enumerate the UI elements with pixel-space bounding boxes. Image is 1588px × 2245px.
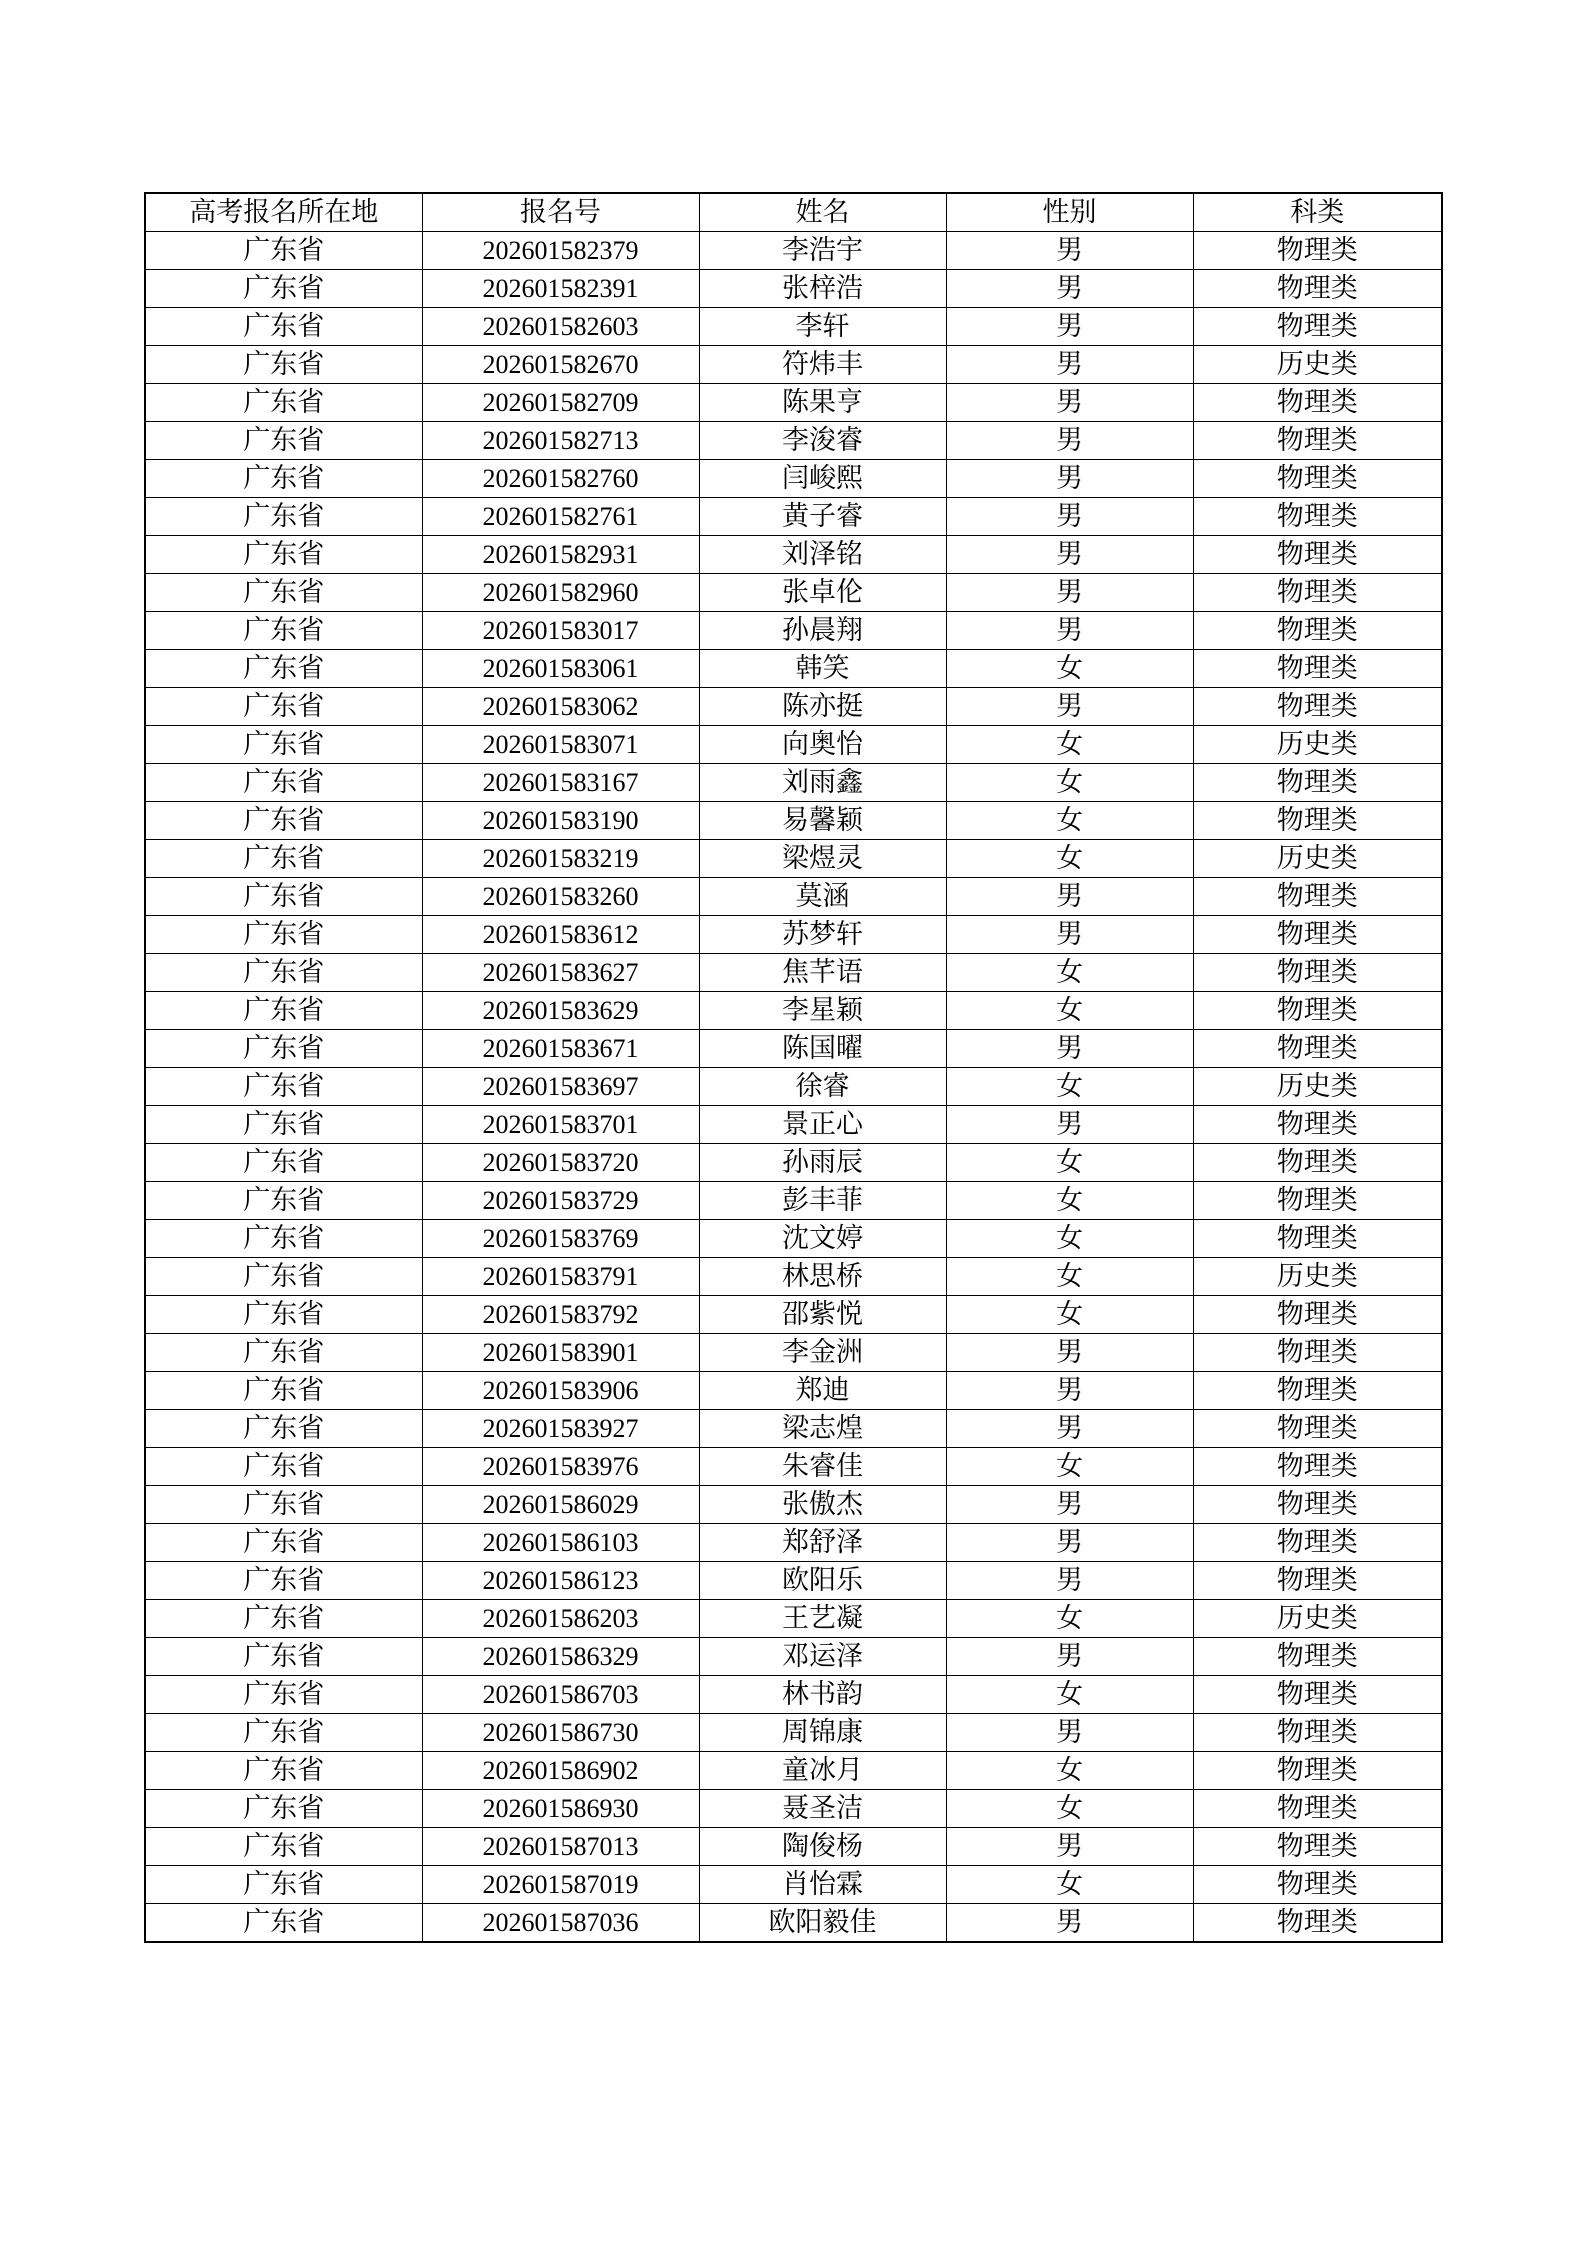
- cell-exam-location: 广东省: [145, 802, 422, 840]
- cell-registration-number: 202601586123: [422, 1562, 699, 1600]
- cell-registration-number: 202601586029: [422, 1486, 699, 1524]
- cell-gender: 女: [946, 802, 1193, 840]
- table-row: [145, 574, 1442, 612]
- table-row: [145, 498, 1442, 536]
- cell-name: 张傲杰: [699, 1486, 946, 1524]
- cell-name: 林书韵: [699, 1676, 946, 1714]
- cell-name: 张梓浩: [699, 270, 946, 308]
- cell-name: 孙晨翔: [699, 612, 946, 650]
- cell-registration-number: 202601583061: [422, 650, 699, 688]
- cell-name: 黄子睿: [699, 498, 946, 536]
- cell-exam-location: 广东省: [145, 1790, 422, 1828]
- cell-registration-number: 202601587036: [422, 1904, 699, 1943]
- table-row: [145, 1448, 1442, 1486]
- table-row: [145, 1524, 1442, 1562]
- cell-registration-number: 202601587019: [422, 1866, 699, 1904]
- cell-subject-category: 物理类: [1193, 1106, 1442, 1144]
- cell-subject-category: 物理类: [1193, 1030, 1442, 1068]
- cell-subject-category: 物理类: [1193, 498, 1442, 536]
- header-registration-number: 报名号: [422, 193, 699, 232]
- cell-exam-location: 广东省: [145, 1638, 422, 1676]
- cell-gender: 男: [946, 612, 1193, 650]
- table-body: [145, 232, 1442, 1943]
- cell-registration-number: 202601583976: [422, 1448, 699, 1486]
- cell-name: 李浚睿: [699, 422, 946, 460]
- cell-name: 刘雨鑫: [699, 764, 946, 802]
- cell-name: 张卓伦: [699, 574, 946, 612]
- table-row: [145, 346, 1442, 384]
- table-row: [145, 1106, 1442, 1144]
- table-row: [145, 650, 1442, 688]
- cell-subject-category: 物理类: [1193, 1410, 1442, 1448]
- cell-exam-location: 广东省: [145, 726, 422, 764]
- cell-subject-category: 物理类: [1193, 802, 1442, 840]
- cell-gender: 男: [946, 1486, 1193, 1524]
- cell-name: 陈亦挺: [699, 688, 946, 726]
- table-row: [145, 1410, 1442, 1448]
- cell-gender: 男: [946, 1334, 1193, 1372]
- table-header: [145, 193, 1442, 232]
- cell-gender: 男: [946, 498, 1193, 536]
- cell-name: 郑迪: [699, 1372, 946, 1410]
- table-row: [145, 1030, 1442, 1068]
- cell-subject-category: 物理类: [1193, 688, 1442, 726]
- cell-gender: 男: [946, 1030, 1193, 1068]
- cell-registration-number: 202601583901: [422, 1334, 699, 1372]
- cell-name: 郑舒泽: [699, 1524, 946, 1562]
- cell-exam-location: 广东省: [145, 270, 422, 308]
- cell-gender: 女: [946, 1296, 1193, 1334]
- cell-registration-number: 202601583071: [422, 726, 699, 764]
- cell-name: 刘泽铭: [699, 536, 946, 574]
- cell-subject-category: 历史类: [1193, 1258, 1442, 1296]
- cell-subject-category: 物理类: [1193, 232, 1442, 270]
- cell-name: 童冰月: [699, 1752, 946, 1790]
- cell-subject-category: 物理类: [1193, 878, 1442, 916]
- cell-subject-category: 物理类: [1193, 1790, 1442, 1828]
- cell-exam-location: 广东省: [145, 688, 422, 726]
- cell-name: 景正心: [699, 1106, 946, 1144]
- cell-gender: 男: [946, 1828, 1193, 1866]
- cell-subject-category: 物理类: [1193, 1296, 1442, 1334]
- table-row: [145, 384, 1442, 422]
- cell-registration-number: 202601586902: [422, 1752, 699, 1790]
- cell-exam-location: 广东省: [145, 764, 422, 802]
- cell-gender: 男: [946, 1904, 1193, 1943]
- cell-registration-number: 202601582391: [422, 270, 699, 308]
- cell-exam-location: 广东省: [145, 1410, 422, 1448]
- cell-name: 欧阳毅佳: [699, 1904, 946, 1943]
- cell-subject-category: 历史类: [1193, 840, 1442, 878]
- cell-name: 韩笑: [699, 650, 946, 688]
- cell-exam-location: 广东省: [145, 384, 422, 422]
- cell-subject-category: 物理类: [1193, 954, 1442, 992]
- header-subject-category: 科类: [1193, 193, 1442, 232]
- cell-exam-location: 广东省: [145, 1220, 422, 1258]
- cell-registration-number: 202601586329: [422, 1638, 699, 1676]
- cell-gender: 女: [946, 726, 1193, 764]
- table-row: [145, 1752, 1442, 1790]
- table-row: [145, 1790, 1442, 1828]
- cell-subject-category: 物理类: [1193, 574, 1442, 612]
- table-row: [145, 1144, 1442, 1182]
- cell-gender: 女: [946, 1258, 1193, 1296]
- cell-registration-number: 202601586203: [422, 1600, 699, 1638]
- cell-registration-number: 202601582713: [422, 422, 699, 460]
- cell-subject-category: 物理类: [1193, 384, 1442, 422]
- document-page: [144, 192, 1441, 1943]
- cell-subject-category: 物理类: [1193, 1752, 1442, 1790]
- cell-exam-location: 广东省: [145, 1904, 422, 1943]
- cell-registration-number: 202601582709: [422, 384, 699, 422]
- table-row: [145, 536, 1442, 574]
- header-row: [145, 193, 1442, 232]
- cell-exam-location: 广东省: [145, 308, 422, 346]
- cell-subject-category: 物理类: [1193, 1904, 1442, 1943]
- cell-name: 邵紫悦: [699, 1296, 946, 1334]
- cell-exam-location: 广东省: [145, 840, 422, 878]
- cell-exam-location: 广东省: [145, 574, 422, 612]
- cell-exam-location: 广东省: [145, 346, 422, 384]
- table-row: [145, 1334, 1442, 1372]
- cell-subject-category: 物理类: [1193, 1638, 1442, 1676]
- cell-exam-location: 广东省: [145, 1372, 422, 1410]
- cell-subject-category: 物理类: [1193, 1562, 1442, 1600]
- cell-exam-location: 广东省: [145, 1296, 422, 1334]
- cell-registration-number: 202601586703: [422, 1676, 699, 1714]
- cell-registration-number: 202601587013: [422, 1828, 699, 1866]
- cell-registration-number: 202601583612: [422, 916, 699, 954]
- cell-name: 苏梦轩: [699, 916, 946, 954]
- cell-subject-category: 物理类: [1193, 422, 1442, 460]
- cell-gender: 男: [946, 1714, 1193, 1752]
- cell-name: 焦芊语: [699, 954, 946, 992]
- cell-registration-number: 202601583219: [422, 840, 699, 878]
- cell-registration-number: 202601583167: [422, 764, 699, 802]
- cell-registration-number: 202601583729: [422, 1182, 699, 1220]
- cell-subject-category: 物理类: [1193, 650, 1442, 688]
- cell-name: 王艺凝: [699, 1600, 946, 1638]
- cell-registration-number: 202601583769: [422, 1220, 699, 1258]
- cell-exam-location: 广东省: [145, 1828, 422, 1866]
- cell-gender: 男: [946, 916, 1193, 954]
- cell-gender: 男: [946, 536, 1193, 574]
- table-row: [145, 270, 1442, 308]
- cell-gender: 女: [946, 1144, 1193, 1182]
- cell-exam-location: 广东省: [145, 1562, 422, 1600]
- cell-gender: 男: [946, 232, 1193, 270]
- cell-name: 莫涵: [699, 878, 946, 916]
- cell-subject-category: 历史类: [1193, 346, 1442, 384]
- cell-registration-number: 202601582670: [422, 346, 699, 384]
- cell-gender: 女: [946, 1448, 1193, 1486]
- cell-exam-location: 广东省: [145, 460, 422, 498]
- cell-gender: 男: [946, 1106, 1193, 1144]
- cell-registration-number: 202601583017: [422, 612, 699, 650]
- cell-exam-location: 广东省: [145, 954, 422, 992]
- table-row: [145, 612, 1442, 650]
- table-row: [145, 1676, 1442, 1714]
- cell-exam-location: 广东省: [145, 1030, 422, 1068]
- cell-gender: 女: [946, 1752, 1193, 1790]
- cell-subject-category: 历史类: [1193, 1068, 1442, 1106]
- cell-subject-category: 物理类: [1193, 1524, 1442, 1562]
- cell-subject-category: 物理类: [1193, 1144, 1442, 1182]
- cell-name: 梁志煌: [699, 1410, 946, 1448]
- cell-gender: 男: [946, 384, 1193, 422]
- cell-name: 周锦康: [699, 1714, 946, 1752]
- cell-registration-number: 202601582603: [422, 308, 699, 346]
- cell-subject-category: 历史类: [1193, 1600, 1442, 1638]
- cell-registration-number: 202601583629: [422, 992, 699, 1030]
- cell-exam-location: 广东省: [145, 1448, 422, 1486]
- cell-registration-number: 202601586730: [422, 1714, 699, 1752]
- cell-exam-location: 广东省: [145, 1334, 422, 1372]
- cell-exam-location: 广东省: [145, 650, 422, 688]
- cell-subject-category: 物理类: [1193, 536, 1442, 574]
- cell-gender: 男: [946, 308, 1193, 346]
- cell-name: 李轩: [699, 308, 946, 346]
- header-name: 姓名: [699, 193, 946, 232]
- cell-subject-category: 物理类: [1193, 308, 1442, 346]
- cell-name: 陈国曜: [699, 1030, 946, 1068]
- cell-registration-number: 202601583260: [422, 878, 699, 916]
- table-row: [145, 802, 1442, 840]
- cell-gender: 男: [946, 1638, 1193, 1676]
- cell-gender: 女: [946, 1220, 1193, 1258]
- cell-gender: 男: [946, 270, 1193, 308]
- cell-subject-category: 物理类: [1193, 1372, 1442, 1410]
- cell-exam-location: 广东省: [145, 612, 422, 650]
- cell-subject-category: 物理类: [1193, 992, 1442, 1030]
- table-row: [145, 1220, 1442, 1258]
- table-row: [145, 992, 1442, 1030]
- cell-name: 邓运泽: [699, 1638, 946, 1676]
- table-row: [145, 1258, 1442, 1296]
- table-row: [145, 232, 1442, 270]
- cell-gender: 女: [946, 954, 1193, 992]
- cell-exam-location: 广东省: [145, 992, 422, 1030]
- cell-name: 向奥怡: [699, 726, 946, 764]
- table-row: [145, 1562, 1442, 1600]
- cell-exam-location: 广东省: [145, 422, 422, 460]
- table-row: [145, 1904, 1442, 1943]
- cell-registration-number: 202601583927: [422, 1410, 699, 1448]
- table-row: [145, 1068, 1442, 1106]
- cell-gender: 男: [946, 574, 1193, 612]
- cell-exam-location: 广东省: [145, 878, 422, 916]
- cell-registration-number: 202601583627: [422, 954, 699, 992]
- table-row: [145, 1372, 1442, 1410]
- cell-subject-category: 物理类: [1193, 1182, 1442, 1220]
- cell-exam-location: 广东省: [145, 1106, 422, 1144]
- cell-subject-category: 物理类: [1193, 1334, 1442, 1372]
- table-row: [145, 1486, 1442, 1524]
- table-row: [145, 1714, 1442, 1752]
- cell-exam-location: 广东省: [145, 1600, 422, 1638]
- cell-registration-number: 202601583671: [422, 1030, 699, 1068]
- table-row: [145, 726, 1442, 764]
- cell-exam-location: 广东省: [145, 1676, 422, 1714]
- cell-gender: 女: [946, 650, 1193, 688]
- cell-subject-category: 物理类: [1193, 1676, 1442, 1714]
- cell-name: 易馨颖: [699, 802, 946, 840]
- cell-gender: 女: [946, 1790, 1193, 1828]
- cell-subject-category: 物理类: [1193, 612, 1442, 650]
- cell-exam-location: 广东省: [145, 232, 422, 270]
- cell-name: 李浩宇: [699, 232, 946, 270]
- cell-gender: 男: [946, 688, 1193, 726]
- cell-exam-location: 广东省: [145, 536, 422, 574]
- table-row: [145, 916, 1442, 954]
- cell-subject-category: 物理类: [1193, 1714, 1442, 1752]
- cell-subject-category: 物理类: [1193, 460, 1442, 498]
- cell-gender: 男: [946, 422, 1193, 460]
- cell-registration-number: 202601582761: [422, 498, 699, 536]
- cell-name: 梁煜灵: [699, 840, 946, 878]
- cell-gender: 女: [946, 764, 1193, 802]
- cell-exam-location: 广东省: [145, 1524, 422, 1562]
- cell-name: 沈文婷: [699, 1220, 946, 1258]
- cell-gender: 女: [946, 1068, 1193, 1106]
- cell-name: 孙雨辰: [699, 1144, 946, 1182]
- cell-subject-category: 物理类: [1193, 1220, 1442, 1258]
- table-row: [145, 1182, 1442, 1220]
- table-row: [145, 840, 1442, 878]
- cell-registration-number: 202601582760: [422, 460, 699, 498]
- cell-name: 符炜丰: [699, 346, 946, 384]
- cell-gender: 男: [946, 460, 1193, 498]
- table-row: [145, 1828, 1442, 1866]
- cell-gender: 男: [946, 1562, 1193, 1600]
- cell-name: 聂圣洁: [699, 1790, 946, 1828]
- cell-registration-number: 202601582379: [422, 232, 699, 270]
- cell-gender: 男: [946, 346, 1193, 384]
- header-exam-location: 高考报名所在地: [145, 193, 422, 232]
- table-row: [145, 1296, 1442, 1334]
- table-row: [145, 1866, 1442, 1904]
- cell-gender: 男: [946, 1410, 1193, 1448]
- cell-name: 陶俊杨: [699, 1828, 946, 1866]
- cell-registration-number: 202601582960: [422, 574, 699, 612]
- cell-registration-number: 202601586930: [422, 1790, 699, 1828]
- cell-subject-category: 物理类: [1193, 1486, 1442, 1524]
- cell-registration-number: 202601583697: [422, 1068, 699, 1106]
- cell-exam-location: 广东省: [145, 916, 422, 954]
- header-gender: 性别: [946, 193, 1193, 232]
- table-row: [145, 1600, 1442, 1638]
- cell-exam-location: 广东省: [145, 1752, 422, 1790]
- cell-registration-number: 202601583701: [422, 1106, 699, 1144]
- cell-registration-number: 202601583792: [422, 1296, 699, 1334]
- cell-name: 欧阳乐: [699, 1562, 946, 1600]
- cell-name: 李星颖: [699, 992, 946, 1030]
- table-row: [145, 688, 1442, 726]
- cell-subject-category: 历史类: [1193, 726, 1442, 764]
- cell-registration-number: 202601583062: [422, 688, 699, 726]
- admission-roster-table: [144, 192, 1443, 1943]
- cell-subject-category: 物理类: [1193, 1866, 1442, 1904]
- cell-exam-location: 广东省: [145, 1866, 422, 1904]
- cell-gender: 男: [946, 878, 1193, 916]
- cell-gender: 女: [946, 1182, 1193, 1220]
- cell-gender: 女: [946, 840, 1193, 878]
- cell-name: 徐睿: [699, 1068, 946, 1106]
- cell-gender: 男: [946, 1372, 1193, 1410]
- cell-name: 闫峻熙: [699, 460, 946, 498]
- cell-exam-location: 广东省: [145, 1486, 422, 1524]
- table-row: [145, 308, 1442, 346]
- cell-gender: 女: [946, 1866, 1193, 1904]
- cell-exam-location: 广东省: [145, 1258, 422, 1296]
- cell-gender: 女: [946, 1600, 1193, 1638]
- cell-registration-number: 202601583791: [422, 1258, 699, 1296]
- cell-name: 朱睿佳: [699, 1448, 946, 1486]
- cell-registration-number: 202601586103: [422, 1524, 699, 1562]
- cell-exam-location: 广东省: [145, 1068, 422, 1106]
- cell-name: 肖怡霖: [699, 1866, 946, 1904]
- cell-gender: 女: [946, 1676, 1193, 1714]
- cell-registration-number: 202601582931: [422, 536, 699, 574]
- table-row: [145, 878, 1442, 916]
- cell-registration-number: 202601583906: [422, 1372, 699, 1410]
- cell-exam-location: 广东省: [145, 498, 422, 536]
- cell-gender: 男: [946, 1524, 1193, 1562]
- table-row: [145, 1638, 1442, 1676]
- cell-subject-category: 物理类: [1193, 1828, 1442, 1866]
- cell-subject-category: 物理类: [1193, 916, 1442, 954]
- cell-subject-category: 物理类: [1193, 1448, 1442, 1486]
- cell-name: 陈果亨: [699, 384, 946, 422]
- cell-name: 彭丰菲: [699, 1182, 946, 1220]
- cell-registration-number: 202601583190: [422, 802, 699, 840]
- cell-name: 李金洲: [699, 1334, 946, 1372]
- cell-exam-location: 广东省: [145, 1182, 422, 1220]
- cell-subject-category: 物理类: [1193, 764, 1442, 802]
- table-row: [145, 764, 1442, 802]
- cell-registration-number: 202601583720: [422, 1144, 699, 1182]
- cell-exam-location: 广东省: [145, 1714, 422, 1752]
- table-row: [145, 422, 1442, 460]
- cell-subject-category: 物理类: [1193, 270, 1442, 308]
- cell-name: 林思桥: [699, 1258, 946, 1296]
- table-row: [145, 460, 1442, 498]
- cell-exam-location: 广东省: [145, 1144, 422, 1182]
- cell-gender: 女: [946, 992, 1193, 1030]
- table-row: [145, 954, 1442, 992]
